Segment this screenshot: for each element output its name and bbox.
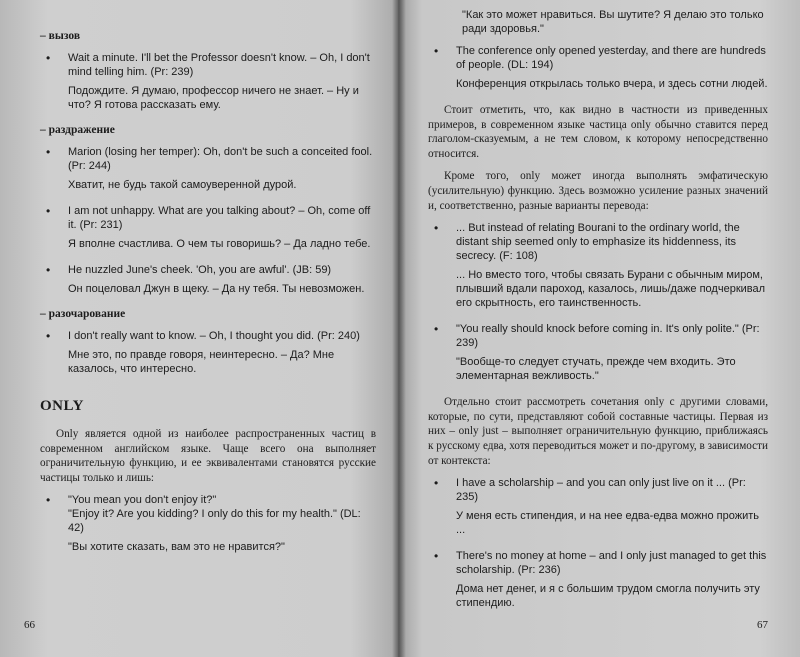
russian-translation: Я вполне счастлива. О чем ты говоришь? – Да ладно тебе.: [68, 238, 371, 250]
list-item: [40, 329, 376, 376]
bullet-icon: •: [434, 44, 439, 58]
english-example: "Enjoy it? Are you kidding? I only do this for my health." (DL: 42): [68, 508, 361, 535]
bullet-icon: •: [434, 221, 439, 236]
english-example: "You mean you don't enjoy it?": [68, 494, 217, 507]
list-item: [40, 204, 376, 251]
list-item: [428, 322, 768, 383]
bullet-icon: •: [46, 145, 51, 159]
list-item: [40, 145, 376, 192]
russian-translation: Дома нет денег, и я с большим трудом смогла получить эту стипендию.: [456, 583, 760, 610]
english-example: Wait a minute. I'll bet the Professor doesn't know. – Oh, I don't mind telling him. (Pr: 239): [68, 52, 370, 78]
russian-translation: Хватит, не будь такой самоуверенной дурой.: [68, 179, 297, 191]
book-gutter: [392, 0, 406, 657]
russian-translation: "Как это может нравиться. Вы шутите? Я делаю это только ради здоровья.": [462, 9, 764, 35]
english-example: Marion (losing her temper): Oh, don't be such a conceited fool. (Pr: 244): [68, 146, 373, 172]
bullet-icon: •: [46, 204, 51, 218]
bullet-icon: •: [46, 493, 51, 508]
english-example: I am not unhappy. What are you talking about? – Oh, come off it. (Pr: 231): [68, 205, 371, 231]
bullet-icon: •: [46, 51, 51, 65]
list-item: [428, 549, 768, 610]
bullet-icon: •: [434, 322, 439, 337]
russian-translation: Конференция открылась только вчера, и здесь сотни людей.: [456, 78, 768, 90]
body-paragraph: Кроме того, only может иногда выполнять эмфатическую (усилительную) функцию. Здесь возможно усиление разных значений и, соответственно, разные варианты перевода:: [428, 170, 768, 212]
english-example: ... But instead of relating Bourani to the ordinary world, the distant ship seemed only to emphasize its hiddenness, its secrecy. (F: 108): [456, 222, 740, 263]
bullet-icon: •: [46, 329, 51, 343]
list-item: [428, 221, 768, 310]
body-paragraph: Отдельно стоит рассмотреть сочетания only с другими словами, которые, по сути, представляют собой составные частицы. Первая из них – only just – выполняет ограничительную функцию, приближаясь к русскому едва, хотя переводиться может и по-другому, в зависимости от контекста:: [428, 396, 768, 467]
page-number: 67: [757, 619, 768, 631]
left-page: [0, 0, 398, 657]
russian-translation: "Вообще-то следует стучать, прежде чем входить. Это элементарная вежливость.": [456, 356, 736, 383]
bullet-icon: •: [46, 263, 51, 277]
section-heading: – разочарование: [40, 308, 126, 320]
bullet-icon: •: [434, 476, 439, 491]
chapter-heading: ONLY: [40, 398, 84, 414]
list-item: [40, 263, 376, 296]
section-heading: – вызов: [40, 30, 81, 42]
body-paragraph: Стоит отметить, что, как видно в частности из приведенных примеров, в современном языке частица only обычно ставится перед глаголом-сказуемым, а не тем словом, к которому непосредственно относится.: [428, 104, 768, 160]
english-example: He nuzzled June's cheek. 'Oh, you are awful'. (JB: 59): [68, 264, 332, 276]
right-page: [398, 0, 800, 657]
list-item: [40, 493, 376, 554]
english-example: I don't really want to know. – Oh, I thought you did. (Pr: 240): [68, 330, 360, 342]
section-heading: – раздражение: [40, 124, 115, 136]
section-disappointment: [40, 308, 376, 376]
russian-translation: Он поцеловал Джун в щеку. – Да ну тебя. Ты невозможен.: [68, 283, 365, 295]
section-challenge: [40, 30, 376, 112]
body-paragraph: Only является одной из наиболее распространенных частиц в современном английском языке. Чаще всего она выполняет ограничительную функцию, и ее эквивалентами становятся русские частицы только и лишь:: [40, 428, 376, 484]
list-item: [428, 476, 768, 537]
english-example: "You really should knock before coming in. It's only polite." (Pr: 239): [456, 323, 760, 350]
english-example: There's no money at home – and I only just managed to get this scholarship. (Pr: 236): [456, 550, 767, 577]
russian-translation: У меня есть стипендия, и на нее едва-едва можно прожить ...: [456, 510, 760, 537]
russian-translation: "Вы хотите сказать, вам это не нравится?": [68, 541, 285, 554]
english-example: The conference only opened yesterday, and there are hundreds of people. (DL: 194): [456, 45, 766, 71]
list-item: [40, 51, 376, 112]
english-example: I have a scholarship – and you can only just live on it ... (Pr: 235): [456, 477, 746, 504]
page-number: 66: [24, 619, 35, 631]
bullet-icon: •: [434, 549, 439, 564]
list-item: [428, 44, 768, 91]
russian-translation: Мне это, по правде говоря, неинтересно. – Да? Мне казалось, что интересно.: [68, 349, 335, 375]
russian-translation: ... Но вместо того, чтобы связать Бурани с обычным миром, плывший вдали пароход, казалось, лишь/даже подчеркивал его скрытность, его таинственность.: [456, 269, 766, 310]
section-irritation: [40, 124, 376, 296]
russian-translation: Подождите. Я думаю, профессор ничего не знает. – Ну и что? Я готова рассказать ему.: [68, 85, 359, 111]
